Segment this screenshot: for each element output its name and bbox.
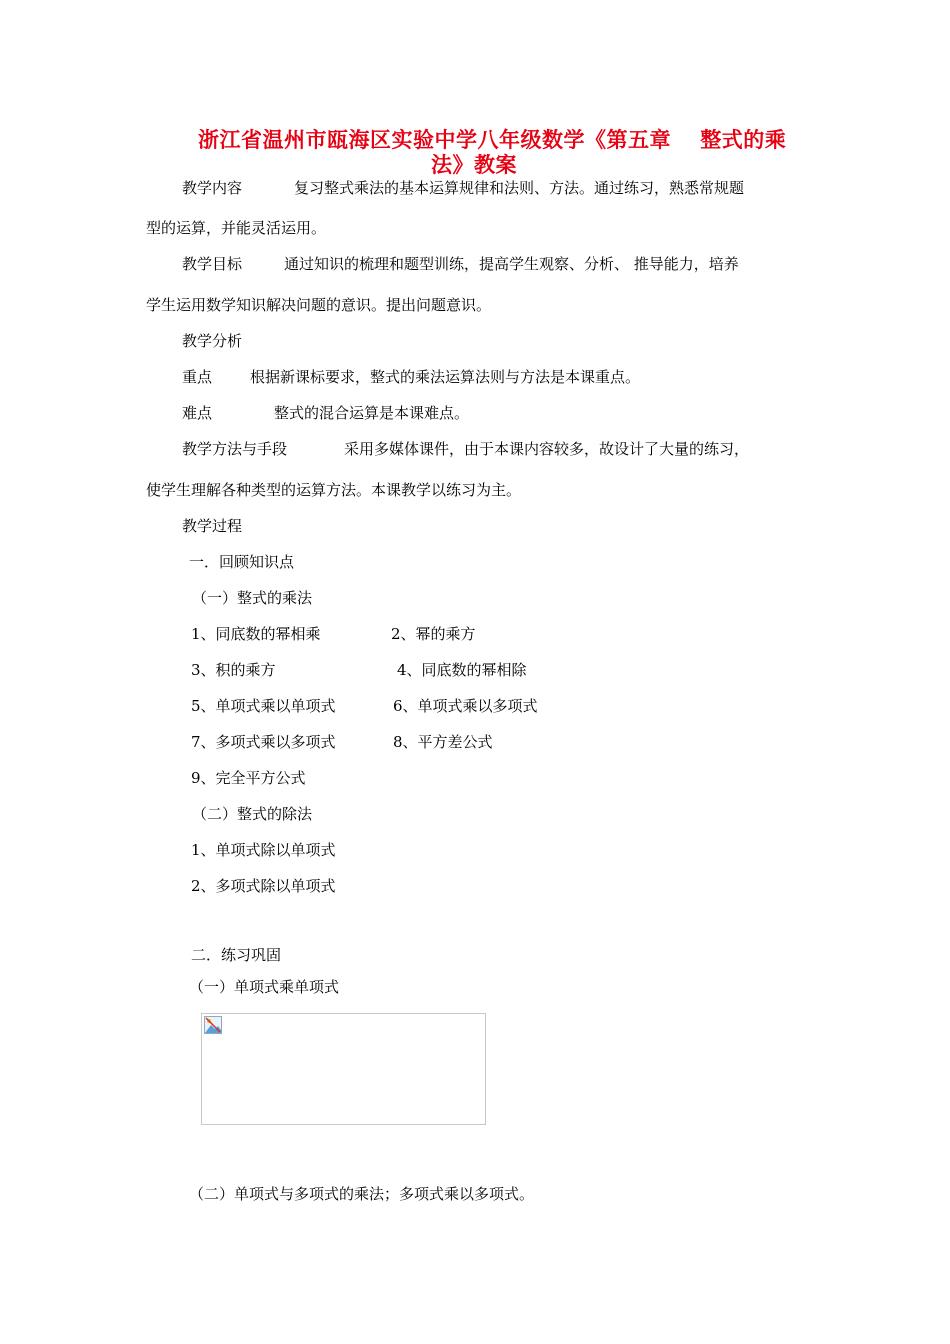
- difficult-point-text: 整式的混合运算是本课难点。: [274, 404, 470, 422]
- goals-text-line1: 通过知识的梳理和题型训练，提高学生观察、分析、 推导能力，培养: [284, 255, 739, 273]
- key-point-label: 重点: [182, 368, 213, 386]
- practice-polynomial-heading: （二）单项式与多项式的乘法；多项式乘以多项式。: [189, 1185, 535, 1203]
- method-text-line2: 使学生理解各种类型的运算方法。本课教学以练习为主。: [146, 481, 522, 499]
- list-item: 7、多项式乘以多项式: [191, 733, 336, 751]
- list-item: 4、同底数的幂相除: [397, 661, 527, 679]
- key-point-text: 根据新课标要求，整式的乘法运算法则与方法是本课重点。: [250, 368, 641, 386]
- broken-image-icon: [204, 1016, 222, 1034]
- content-text-line1: 复习整式乘法的基本运算规律和法则、方法。通过练习，熟悉常规题: [294, 179, 745, 197]
- section-practice-heading: 二．练习巩固: [191, 946, 282, 964]
- goals-label: 教学目标: [182, 255, 243, 273]
- list-item: 1、单项式除以单项式: [191, 841, 336, 859]
- method-label: 教学方法与手段: [182, 440, 288, 458]
- list-item: 2、幂的乘方: [391, 625, 476, 643]
- list-item: 1、同底数的幂相乘: [191, 625, 321, 643]
- content-text-line2: 型的运算，并能灵活运用。: [146, 219, 327, 237]
- subsection-multiplication: （一）整式的乘法: [192, 589, 313, 607]
- list-item: 3、积的乘方: [191, 661, 276, 679]
- difficult-point-label: 难点: [182, 404, 213, 422]
- list-item: 6、单项式乘以多项式: [393, 697, 538, 715]
- document-title-line1: 浙江省温州市瓯海区实验中学八年级数学《第五章 整式的乘: [198, 128, 787, 152]
- analysis-label: 教学分析: [182, 332, 243, 350]
- section-review-heading: 一．回顾知识点: [189, 553, 295, 571]
- practice-monomial-heading: （一）单项式乘单项式: [189, 978, 340, 996]
- document-title-line2: 法》教案: [431, 153, 517, 177]
- goals-text-line2: 学生运用数学知识解决问题的意识。提出问题意识。: [146, 296, 492, 314]
- list-item: 8、平方差公式: [393, 733, 493, 751]
- list-item: 5、单项式乘以单项式: [191, 697, 336, 715]
- image-placeholder: [201, 1013, 486, 1125]
- method-text-line1: 采用多媒体课件，由于本课内容较多，故设计了大量的练习，: [344, 440, 750, 458]
- content-label: 教学内容: [182, 179, 243, 197]
- list-item: 9、完全平方公式: [191, 769, 306, 787]
- subsection-division: （二）整式的除法: [192, 805, 313, 823]
- process-label: 教学过程: [182, 517, 243, 535]
- list-item: 2、多项式除以单项式: [191, 877, 336, 895]
